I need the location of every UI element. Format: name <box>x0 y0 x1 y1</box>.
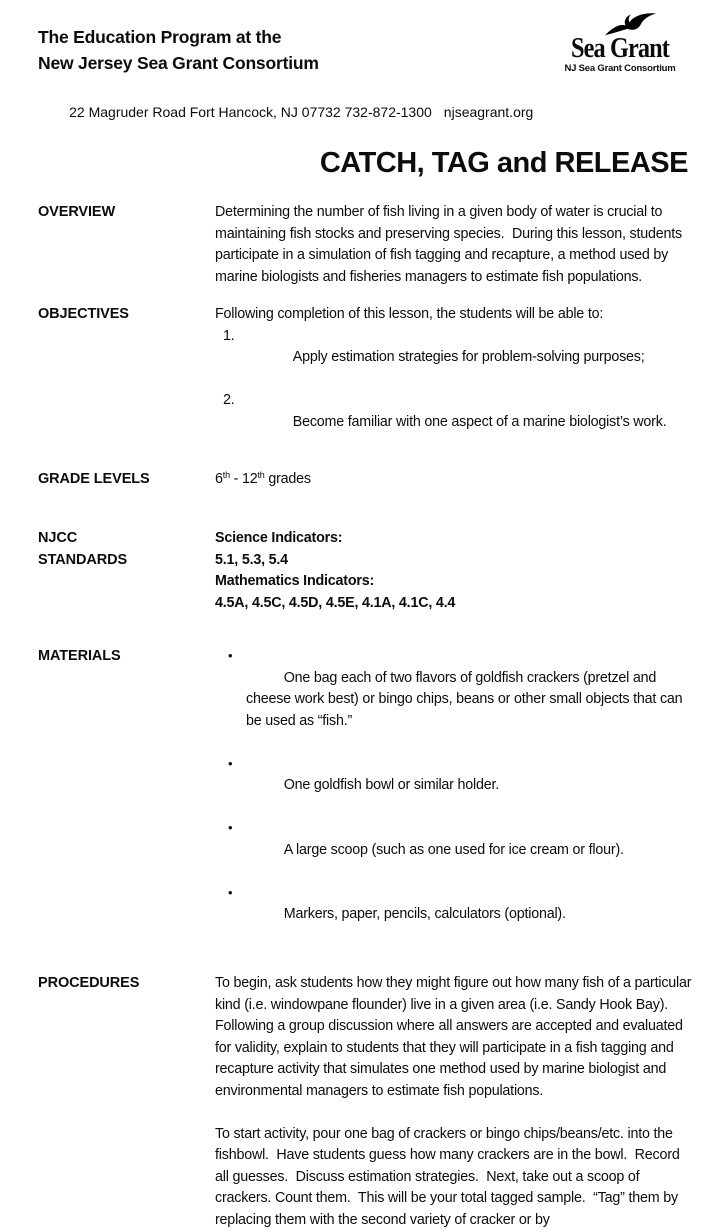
njcc-label-line1: NJCC <box>38 528 215 550</box>
objectives-intro: Following completion of this lesson, the students will be able to: <box>215 304 697 326</box>
material-text: One bag each of two flavors of goldfish crackers (pretzel and cheese work best) or bingo chips, beans or other small objects that can be used as “fish.” <box>246 670 686 729</box>
document-body <box>38 202 688 1231</box>
material-item <box>215 818 697 883</box>
bullet-icon: • <box>228 817 232 839</box>
objective-item <box>215 390 697 455</box>
org-name-line1: The Education Program at the <box>38 24 688 50</box>
njcc-math-indicators-heading: Mathematics Indicators: <box>215 571 697 593</box>
list-number: 1. <box>223 326 235 348</box>
section-overview <box>38 202 688 288</box>
grade-text-part: - 12 <box>230 471 258 487</box>
objective-item <box>215 326 697 391</box>
materials-content <box>215 646 697 947</box>
objective-text: Become familiar with one aspect of a marine biologist’s work. <box>293 414 667 430</box>
overview-content <box>215 202 697 288</box>
material-item <box>215 754 697 819</box>
section-label-overview: OVERVIEW <box>38 202 215 224</box>
njcc-content <box>215 528 697 614</box>
section-label-njcc <box>38 528 215 571</box>
document-title: CATCH, TAG and RELEASE <box>38 146 688 180</box>
org-address-phone: 22 Magruder Road Fort Hancock, NJ 07732 732-872-1300 <box>69 104 432 120</box>
org-name-line2: New Jersey Sea Grant Consortium <box>38 50 688 76</box>
bullet-icon: • <box>228 882 232 904</box>
section-label-objectives: OBJECTIVES <box>38 304 215 326</box>
section-grade-levels <box>38 469 688 492</box>
org-address-line <box>38 79 688 145</box>
njcc-math-indicators-values: 4.5A, 4.5C, 4.5D, 4.5E, 4.1A, 4.1C, 4.4 <box>215 593 697 615</box>
section-objectives <box>38 304 688 455</box>
sea-grant-logo <box>564 12 676 74</box>
section-label-procedures: PROCEDURES <box>38 973 215 995</box>
section-label-grade-levels: GRADE LEVELS <box>38 469 215 491</box>
grade-superscript: th <box>223 470 230 480</box>
material-item <box>215 883 697 948</box>
letterhead <box>38 24 688 120</box>
njcc-label-line2: STANDARDS <box>38 550 215 572</box>
procedures-paragraph-2: To start activity, pour one bag of crackers or bingo chips/beans/etc. into the fishbowl. Have students guess how many crackers are in the bowl. Record all guesses. Discuss estimation strategies. Next, take out a scoop of crackers. Count them. This will be your total tagged sample. “Tag” them by replacing them with the second variety of cracker or by <box>215 1124 697 1231</box>
grade-levels-text <box>215 469 697 492</box>
material-text: One goldfish bowl or similar holder. <box>284 777 499 793</box>
bullet-icon: • <box>228 753 232 775</box>
njcc-science-indicators-values: 5.1, 5.3, 5.4 <box>215 550 697 572</box>
material-item <box>215 646 697 754</box>
org-website-link[interactable]: njseagrant.org <box>444 104 534 120</box>
grade-text-part: 6 <box>215 471 223 487</box>
grade-superscript: th <box>257 470 264 480</box>
section-materials <box>38 646 688 947</box>
list-number: 2. <box>223 390 235 412</box>
procedures-paragraph-1: To begin, ask students how they might figure out how many fish of a particular kind (i.e. windowpane flounder) live in a given area (i.e. Sandy Hook Bay). Following a group discussion where all answers are accepted and evaluated for validity, explain to students that they will participate in a fish tagging and recapture activity that simulates one method used by marine biologist and environmental managers to estimate fish populations. <box>215 973 697 1102</box>
njcc-science-indicators-heading: Science Indicators: <box>215 528 697 550</box>
section-label-materials: MATERIALS <box>38 646 215 668</box>
logo-wordmark: Sea Grant <box>570 34 671 62</box>
objective-text: Apply estimation strategies for problem-solving purposes; <box>293 349 645 365</box>
grade-levels-content <box>215 469 697 492</box>
section-procedures <box>38 973 688 1231</box>
objectives-content <box>215 304 697 455</box>
material-text: Markers, paper, pencils, calculators (optional). <box>284 906 566 922</box>
overview-paragraph: Determining the number of fish living in a given body of water is crucial to maintaining fish stocks and preserving species. During this lesson, students participate in a simulation of fish tagging and recapture, a method used by marine biologists and fisheries managers to estimate fish populations. <box>215 202 697 288</box>
logo-subtitle: NJ Sea Grant Consortium <box>564 63 676 74</box>
section-njcc-standards <box>38 528 688 614</box>
procedures-content <box>215 973 697 1231</box>
grade-text-part: grades <box>265 471 311 487</box>
bullet-icon: • <box>228 645 232 667</box>
material-text: A large scoop (such as one used for ice cream or flour). <box>284 842 624 858</box>
